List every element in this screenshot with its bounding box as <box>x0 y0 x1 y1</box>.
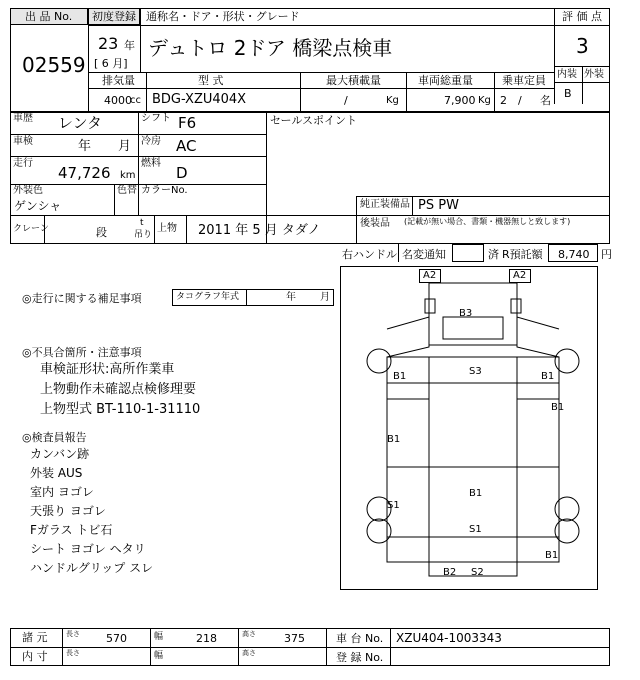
crane-lift: 吊り <box>134 230 153 240</box>
ext-color-label: 外装色 <box>13 185 43 196</box>
ac-label: 冷房 <box>141 136 161 147</box>
interior-grade: B <box>564 87 572 100</box>
fuel-label: 燃料 <box>141 158 161 169</box>
height-label: 高さ <box>242 630 256 638</box>
steering: 右ハンドル <box>342 248 397 261</box>
inspection-year: 年 <box>78 139 92 154</box>
right-door-outline <box>517 317 559 357</box>
model-label: 型 式 <box>198 74 224 87</box>
crane-label: クレーン <box>13 224 49 234</box>
color-change-label: 色替 <box>117 185 137 196</box>
mark-b1-front-left: B1 <box>393 371 407 382</box>
vehicle-diagram <box>340 266 598 590</box>
tachograph-label: タコグラフ年式 <box>176 292 240 302</box>
mark-s1-left: S1 <box>387 500 400 511</box>
registration-label: 登 録 No. <box>336 651 384 664</box>
length-value: 570 <box>106 632 127 645</box>
max-load-unit: Kg <box>386 95 399 106</box>
mirror-left <box>425 299 435 313</box>
windshield <box>443 317 503 339</box>
capacity-value: 2 <box>500 94 507 107</box>
interior-label: 内装 <box>557 69 577 80</box>
r-unit: 円 <box>601 248 612 261</box>
inspector-line: カンバン跡 <box>30 447 90 461</box>
equipment-value: PS PW <box>418 198 459 213</box>
name-label: 通称名・ドア・形状・グレード <box>146 10 300 23</box>
aftermarket-note: (記載が無い場合、書類・機器無しと致します) <box>404 217 571 226</box>
ext-color-value: ゲンシャ <box>14 199 62 213</box>
inspector-line: 室内 ヨゴレ <box>30 485 94 499</box>
first-reg-label: 初度登録 <box>92 10 136 23</box>
width-label: 幅 <box>154 632 164 642</box>
mark-a2-right: A2 <box>513 270 527 281</box>
defects-heading: ◎不具合箇所・注意事項 <box>22 346 142 359</box>
tachograph-month: 月 <box>320 292 330 303</box>
displacement-value: 4000 <box>104 94 132 107</box>
mark-b2-rear: B2 <box>443 567 457 578</box>
displacement-unit: cc <box>130 95 141 106</box>
reg-year: 23 <box>98 34 119 53</box>
score-label: 評 価 点 <box>562 10 602 23</box>
inspector-heading: ◎検査員報告 <box>22 431 87 444</box>
r-label: R預託額 <box>502 248 543 261</box>
gross-weight-value: 7,900 <box>444 94 476 107</box>
chassis-value: XZU404-1003343 <box>396 631 502 645</box>
length-label: 長さ <box>66 630 80 638</box>
driving-heading: ◎走行に関する補足事項 <box>22 292 142 305</box>
max-load-label: 最大積載量 <box>326 74 381 87</box>
upper-value: 2011 年 5 月 タダノ <box>198 223 321 238</box>
gross-weight-unit: Kg <box>478 95 491 106</box>
inspection-label: 車検 <box>13 136 33 147</box>
mod-change-label: 名変通知 <box>402 248 446 261</box>
ac-value: AC <box>176 137 197 155</box>
capacity-label: 乗車定員 <box>502 74 546 87</box>
defect-line: 上物動作未確認点検修理要 <box>40 382 197 397</box>
mark-s3: S3 <box>469 366 482 377</box>
mark-b1-front-right: B1 <box>541 371 555 382</box>
fuel-value: D <box>176 164 188 182</box>
defect-line: 車検証形状:高所作業車 <box>40 362 175 377</box>
defect-line: 上物型式 BT-110-1-31110 <box>40 402 201 417</box>
mark-s1-bed: S1 <box>469 524 482 535</box>
tachograph-year: 年 <box>286 292 296 303</box>
width-value: 218 <box>196 632 217 645</box>
capacity-slash: / <box>518 94 522 107</box>
dims-label: 諸 元 <box>22 631 48 644</box>
mark-b1-left-side: B1 <box>387 434 401 445</box>
inner-dims-label: 内 寸 <box>22 650 48 663</box>
mark-b1-right-rear: B1 <box>545 550 559 561</box>
crane-ton: t <box>140 218 144 228</box>
model-value: BDG-XZU404X <box>152 92 247 107</box>
shift-value: F6 <box>178 114 197 132</box>
inspector-line: シート ヨゴレ ヘタリ <box>30 542 146 556</box>
color-code-label: カラーNo. <box>141 185 188 196</box>
mod-change-box <box>452 244 484 262</box>
aftermarket-label: 後装品 <box>360 218 390 229</box>
upper-label: 上物 <box>157 223 177 234</box>
left-door-outline <box>387 317 429 357</box>
mark-b1-right-side: B1 <box>551 402 565 413</box>
capacity-unit: 名 <box>540 94 551 107</box>
height-value: 375 <box>284 632 305 645</box>
mileage-value: 47,726 <box>58 164 111 182</box>
inspector-line: ハンドルグリップ スレ <box>30 561 154 575</box>
mark-b3: B3 <box>459 308 473 319</box>
inspector-line: 天張り ヨゴレ <box>30 504 106 518</box>
inspection-month: 月 <box>118 139 132 154</box>
sales-point-label: セールスポイント <box>270 114 358 127</box>
history-value: レンタ <box>58 114 103 132</box>
inner-length-label: 長さ <box>66 649 80 657</box>
mark-a2-left: A2 <box>423 270 437 281</box>
car-name: デュトロ 2ドア 橋梁点検車 <box>148 36 393 60</box>
mileage-unit: km <box>120 170 136 181</box>
cab-outline <box>429 283 517 345</box>
inspector-line: 外装 AUS <box>30 466 83 480</box>
mark-b1-bed: B1 <box>469 488 483 499</box>
mileage-label: 走行 <box>13 158 33 169</box>
inner-width-label: 幅 <box>154 651 164 661</box>
crane-stage: 段 <box>96 226 107 239</box>
lot-number: 02559 <box>22 53 86 77</box>
reg-year-unit: 年 <box>124 39 135 52</box>
displacement-label: 排気量 <box>102 74 135 87</box>
gross-weight-label: 車両総重量 <box>418 74 473 87</box>
smudge-label: 済 <box>488 248 499 261</box>
shift-label: シフト <box>141 113 171 124</box>
mark-s2-rear: S2 <box>471 567 484 578</box>
lot-label: 出 品 No. <box>25 10 73 23</box>
max-load-slash: / <box>344 94 348 107</box>
reg-month: [ 6 月] <box>94 57 128 70</box>
score-value: 3 <box>576 34 589 58</box>
exterior-label: 外装 <box>584 69 604 80</box>
chassis-label: 車 台 No. <box>336 632 384 645</box>
equipment-label: 純正装備品 <box>360 199 410 210</box>
history-label: 車歴 <box>13 113 33 124</box>
inner-height-label: 高さ <box>242 649 256 657</box>
inspector-line: Fガラス トビ石 <box>30 523 113 537</box>
r-value: 8,740 <box>558 248 590 261</box>
mirror-right <box>511 299 521 313</box>
